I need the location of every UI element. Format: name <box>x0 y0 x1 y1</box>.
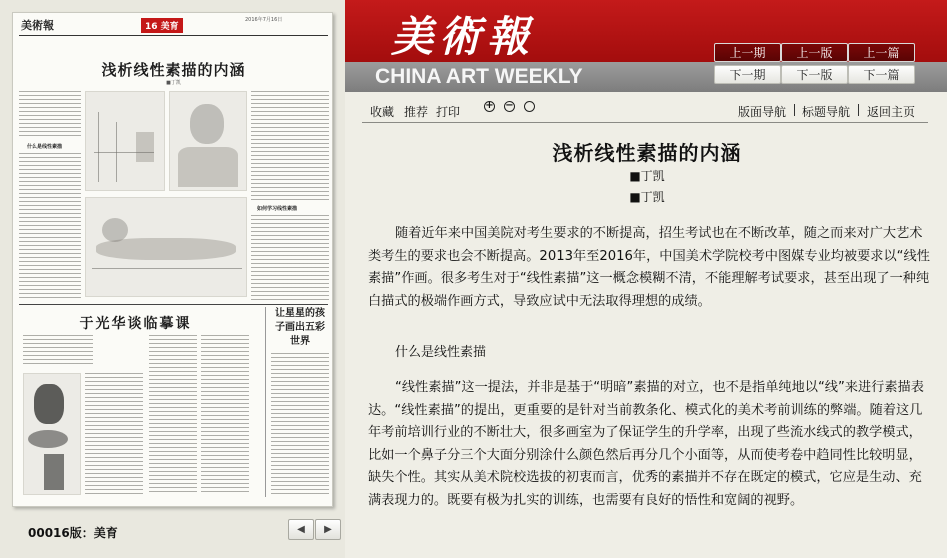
zoom-reset-icon[interactable] <box>524 101 535 112</box>
thumbnail-text-block <box>251 215 329 301</box>
thumbnail-byline: ■丁凯 <box>166 80 181 86</box>
print-link[interactable]: 打印 <box>436 105 461 119</box>
prev-issue-button[interactable]: 上一期 <box>714 43 781 62</box>
page-preview-panel <box>0 0 345 558</box>
next-article-button[interactable]: 下一篇 <box>848 65 915 84</box>
article-subheading: 什么是线性素描 <box>395 345 487 360</box>
title-nav-link[interactable]: 标题导航 <box>802 105 851 119</box>
thumbnail-masthead <box>13 13 333 57</box>
next-page-button[interactable] <box>315 519 341 540</box>
article-title: 浅析线性素描的内涵 <box>552 141 742 165</box>
prev-page-button[interactable] <box>288 519 314 540</box>
thumbnail-text-block <box>201 335 249 495</box>
zoom-in-icon[interactable]: + <box>485 100 494 111</box>
zoom-out-icon[interactable]: − <box>505 100 514 111</box>
masthead-subtitle: CHINA ART WEEKLY <box>375 65 583 88</box>
article-author: ■丁凯 <box>629 190 665 204</box>
figure-sketch-image <box>85 197 247 297</box>
home-link[interactable]: 返回主页 <box>867 105 916 119</box>
masthead-logo[interactable]: 美術報 <box>391 12 536 61</box>
thumbnail-text-block <box>251 91 329 201</box>
article-paragraph: 随着近年来中国美院对考生要求的不断提高，招生考试也在不断改革，随之而来对广大艺术类考生的要求也会不断提高。2013年至2016年，中国美术学院校考中图媒专业均被要求以“线性素描”作画。很多考生对于“线性素描”这一概念模糊不清，不能理解考试要求，甚至出现了一种纯白描式的极端作画方式，导致应试中无法取得理想的成绩。 <box>368 226 930 309</box>
prev-page-nav-button[interactable]: 上一版 <box>781 43 848 62</box>
thumbnail-section2-title: 于光华谈临摹课 <box>79 316 192 332</box>
thumbnail-text-block <box>19 91 81 139</box>
still-life-sketch-image <box>85 91 165 191</box>
thumbnail-subhead: 什么是线性素描 <box>27 144 63 150</box>
newspaper-page-thumbnail[interactable] <box>12 12 333 507</box>
site-header <box>345 0 947 92</box>
next-issue-button[interactable]: 下一期 <box>714 65 781 84</box>
article-author: ■丁凯 <box>629 169 665 183</box>
next-page-nav-button[interactable]: 下一版 <box>781 65 848 84</box>
article-paragraph: “线性素描”这一提法，并非是基于“明暗”素描的对立，也不是指单纯地以“线”来进行素描表达。“线性素描”的提出，更重要的是针对当前教条化、模式化的美术考前训练的弊端。随着这几年考前培训行业的不断壮大，很多画室为了保证学生的升学率，出现了些流水线式的教学模式，比如一个鼻子分三个大面分别涂什么颜色然后再分几个小面等，从而使考卷中趋同性比较明显，缺失个性。其实从美术院校选拔的初衷而言，优秀的素描并不存在既定的模式，它应是生动、充满表现力的。既要有极为扎实的训练，也需要有良好的悟性和宽阔的视野。 <box>368 380 924 508</box>
thumbnail-section3-title: 让星星的孩子画出五彩世界 <box>275 308 325 347</box>
thumbnail-text-block <box>23 335 93 367</box>
arrow-left-icon: ◀ <box>297 524 305 535</box>
thumbnail-text-block <box>19 153 81 301</box>
arrow-right-icon: ▶ <box>324 524 332 535</box>
page-number-label: 00016版：美育 <box>28 526 118 540</box>
portrait-sketch-image <box>169 91 247 191</box>
thumbnail-text-block <box>271 353 329 495</box>
page-nav-link[interactable]: 版面导航 <box>738 105 787 119</box>
article-toolbar <box>362 97 928 123</box>
thumbnail-article-title: 浅析线性素描的内涵 <box>101 61 246 79</box>
thumbnail-edition-badge: 16 美育 <box>141 18 183 33</box>
collect-link[interactable]: 收藏 <box>370 105 395 119</box>
thumbnail-text-block <box>85 373 143 495</box>
thumbnail-text-block <box>149 335 197 495</box>
ink-painting-image <box>23 373 81 495</box>
thumbnail-date: 2016年7月16日 <box>245 17 283 23</box>
thumbnail-logo: 美術報 <box>21 19 54 32</box>
thumbnail-subhead: 如何学习线性素描 <box>257 206 298 212</box>
prev-article-button[interactable]: 上一篇 <box>848 43 915 62</box>
recommend-link[interactable]: 推荐 <box>404 105 429 119</box>
